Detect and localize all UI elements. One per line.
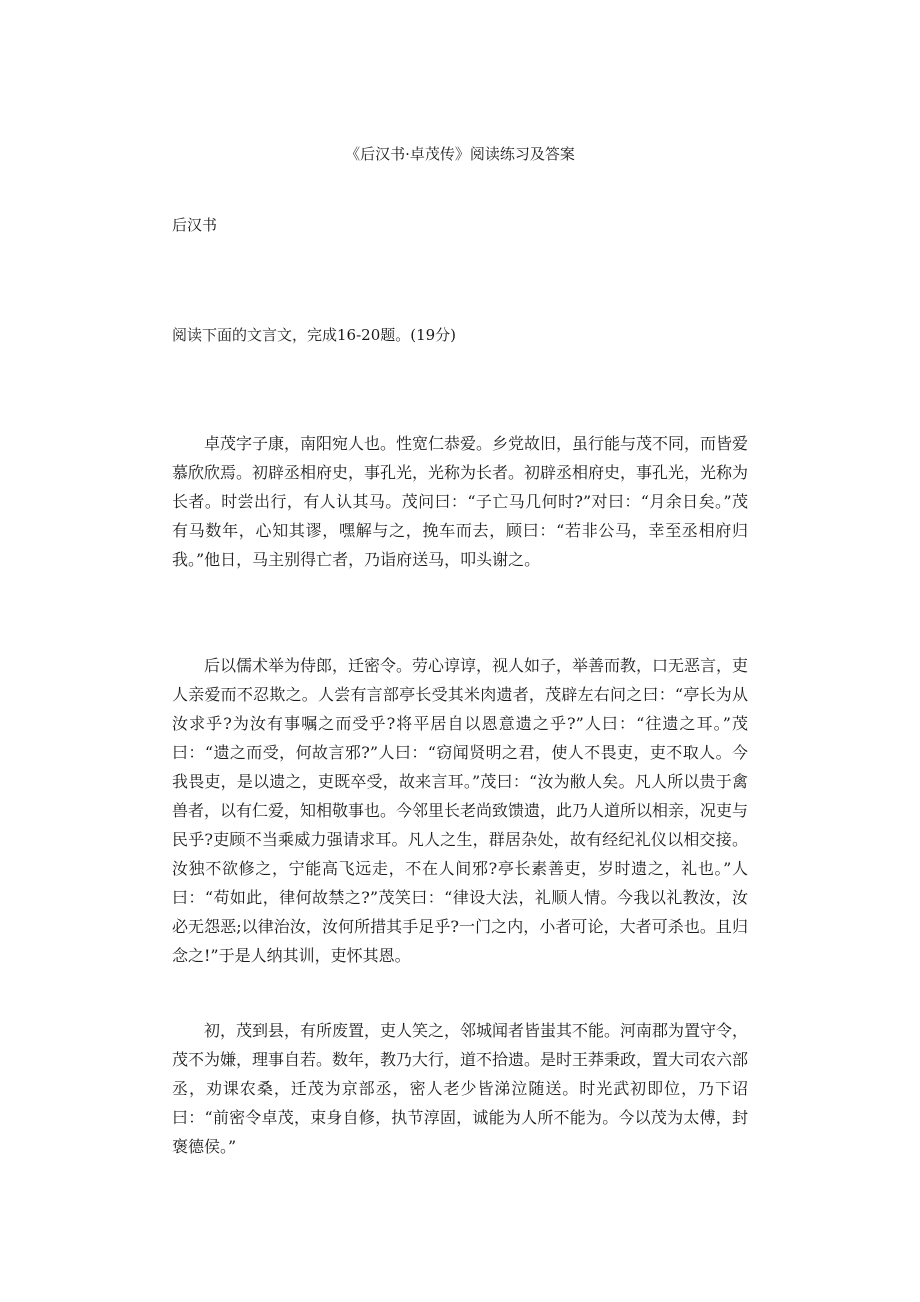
instruction-text: 阅读下面的文言文，完成16-20题。(19分): [172, 326, 457, 344]
source-label: 后汉书: [172, 216, 218, 234]
paragraph-3: 初，茂到县，有所废置，吏人笑之，邻城闻者皆蚩其不能。河南郡为置守令，茂不为嫌，理事自若。数年，教乃大行，道不拾遗。是时王莽秉政，置大司农六部丞，劝课农桑，迁茂为京部丞，密人老少皆涕泣随送。时光武初即位，乃下诏曰：“前密令卓茂，束身自修，执节淳固，诚能为人所不能为。今以茂为太傅，封褒德侯。”: [172, 1021, 749, 1156]
document-title: 《后汉书·卓茂传》阅读练习及答案: [345, 145, 575, 163]
paragraph-2: 后以儒术举为侍郎，迁密令。劳心谆谆，视人如子，举善而教，口无恶言，吏人亲爱而不忍欺之。人尝有言部亭长受其米肉遗者，茂辟左右问之曰：“亭长为从汝求乎?为汝有事嘱之而受乎?将平居自以恩意遗之乎?”人曰：“往遗之耳。”茂曰：“遗之而受，何故言邪?”人曰：“窃闻贤明之君，使人不畏吏，吏不取人。今我畏吏，是以遗之，吏既卒受，故来言耳。”茂曰：“汝为敝人矣。凡人所以贵于禽兽者，以有仁爱，知相敬事也。今邻里长老尚致馈遗，此乃人道所以相亲，况吏与民乎?吏顾不当乘威力强请求耳。凡人之生，群居杂处，故有经纪礼仪以相交接。汝独不欲修之，宁能高飞远走，不在人间邪?亭长素善吏，岁时遗之，礼也。”人曰：“苟如此，律何故禁之?”茂笑曰：“律设大法，礼顺人情。今我以礼教汝，汝必无怨恶;以律治汝，汝何所措其手足乎?一门之内，小者可论，大者可杀也。且归念之!”于是人纳其训，吏怀其恩。: [172, 656, 749, 965]
paragraph-1: 卓茂字子康，南阳宛人也。性宽仁恭爱。乡党故旧，虽行能与茂不同，而皆爱慕欣欣焉。初辟丞相府史，事孔光，光称为长者。初辟丞相府史，事孔光，光称为长者。时尝出行，有人认其马。茂问曰：“子亡马几何时?”对曰：“月余日矣。”茂有马数年，心知其谬，嘿解与之，挽车而去，顾曰：“若非公马，幸至丞相府归我。”他日，马主别得亡者，乃诣府送马，叩头谢之。: [172, 434, 749, 569]
